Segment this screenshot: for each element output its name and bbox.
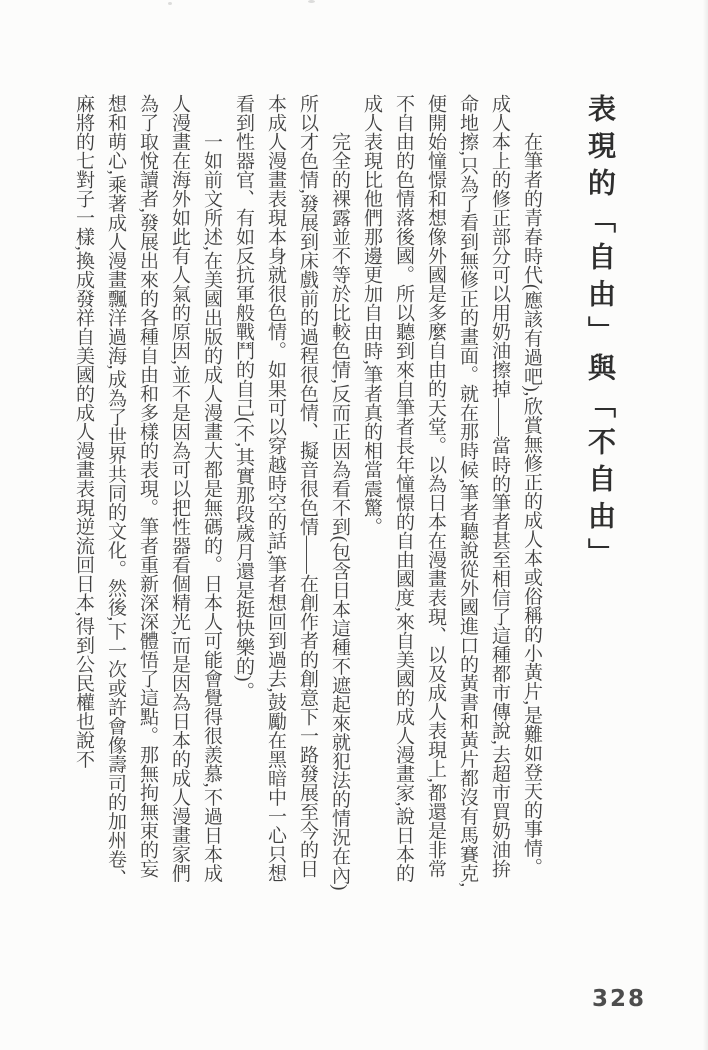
scan-artifact (168, 2, 172, 5)
scan-edge-shading (703, 0, 708, 1050)
chapter-title: 表現的「自由」與「不自由」 (585, 94, 616, 575)
page-content (65, 94, 617, 894)
scan-artifact (308, 0, 315, 3)
page-number: 328 (591, 986, 646, 1012)
body-paragraph: 在筆者的青春時代(應該有過吧),欣賞無修正的成人本或俗稱的小黃片,是難如登天的事情。成人本上的修正部分可以用奶油擦掉——當時的筆者甚至相信了這種都市傳說,去超市買奶油拚命地擦,只為了看到無修正的畫面。就在那時候,筆者聽說從外國進口的黃書和黃片都沒有馬賽克,便開始憧憬和想像外國是多麼自由的天堂。以為日本在漫畫表現、以及成人表現上,都還是非常不自由的色情落後國。所以聽到來自筆者長年憧憬的自由國度,來自美國的成人漫畫家,說日本的成人表現比他們那邊更加自由時,筆者真的相當震驚。 (361, 94, 542, 888)
body-text (67, 94, 547, 894)
body-paragraph: 完全的裸露並不等於比較色情,反而正因為看不到(包含日本這種不遮起來就犯法的情況在內)所以才色情,發展到床戲前的過程很色情、擬音很色情——在創作者的創意下一路發展至今的日本成人漫畫表現本身就很色情。如果可以穿越時空的話,筆者想回到過去,鼓勵在黑暗中一心只想看到性器官、有如反抗軍般戰鬥的自己(不,其實那段歲月還是挺快樂的)。 (233, 94, 350, 891)
body-paragraph: 一如前文所述,在美國出版的成人漫畫大都是無碼的。日本人可能會覺得很羨慕,不過日本成人漫畫在海外如此有人氣的原因,並不是因為可以把性器看個精光,而是因為日本的成人漫畫家們為了取悅讀者,發展出來的各種自由和多樣的表現。筆者重新深深體悟了這點。那無拘無束的妄想和萌心,乘著成人漫畫飄洋過海,成為了世界共同的文化。然後,下一次或許會像壽司的加州卷、麻將的七對子一樣,換成發祥自美國的成人漫畫表現逆流回日本,得到公民權也說不 (73, 94, 222, 888)
